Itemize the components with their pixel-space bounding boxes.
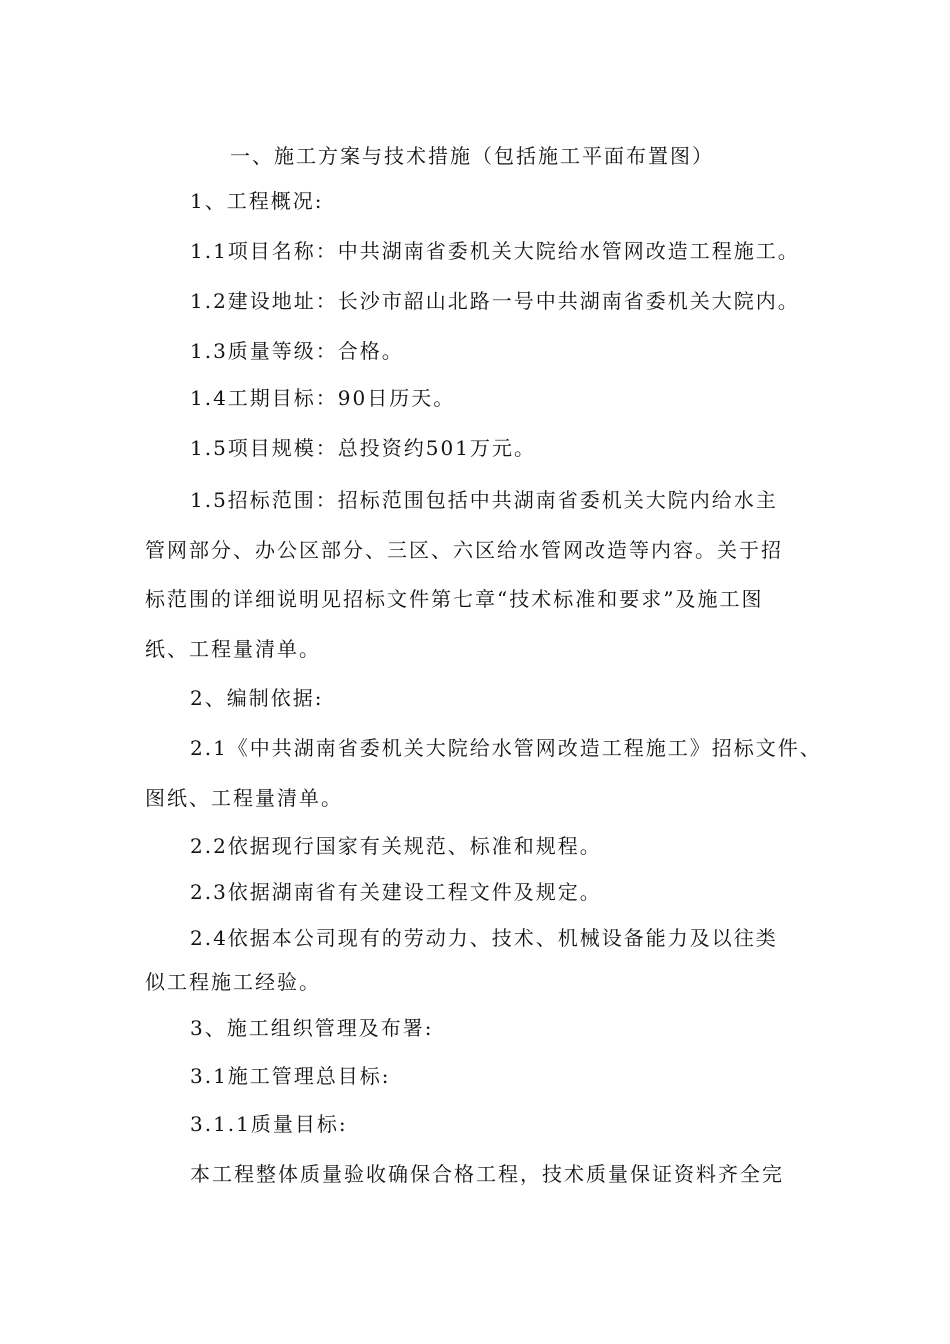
paragraph-line: 1.5招标范围：招标范围包括中共湖南省委机关大院内给水主 — [190, 488, 778, 512]
paragraph-line: 1.3质量等级：合格。 — [190, 339, 404, 363]
paragraph-line: 1.4工期目标：90日历天。 — [190, 386, 456, 410]
paragraph-line: 管网部分、办公区部分、三区、六区给水管网改造等内容。关于招 — [145, 538, 783, 562]
paragraph-line: 2、编制依据: — [190, 686, 324, 710]
paragraph-line: 纸、工程量清单。 — [145, 637, 321, 661]
paragraph-line: 图纸、工程量清单。 — [145, 786, 343, 810]
paragraph-line: 1.1项目名称：中共湖南省委机关大院给水管网改造工程施工。 — [190, 239, 800, 263]
paragraph-line: 2.2依据现行国家有关规范、标准和规程。 — [190, 834, 602, 858]
paragraph-line: 1.5项目规模：总投资约501万元。 — [190, 436, 536, 460]
paragraph-line: 3.1.1质量目标: — [190, 1112, 348, 1136]
paragraph-line: 本工程整体质量验收确保合格工程，技术质量保证资料齐全完 — [190, 1162, 784, 1186]
paragraph-line: 似工程施工经验。 — [145, 970, 321, 994]
paragraph-line: 标范围的详细说明见招标文件第七章“技术标准和要求”及施工图 — [145, 587, 764, 611]
section-heading: 一、施工方案与技术措施（包括施工平面布置图） — [230, 144, 714, 168]
paragraph-line: 1、工程概况: — [190, 189, 324, 213]
paragraph-line: 2.3依据湖南省有关建设工程文件及规定。 — [190, 880, 602, 904]
paragraph-line: 1.2建设地址：长沙市韶山北路一号中共湖南省委机关大院内。 — [190, 289, 800, 313]
paragraph-line: 2.1《中共湖南省委机关大院给水管网改造工程施工》招标文件、 — [190, 736, 822, 760]
paragraph-line: 3.1施工管理总目标: — [190, 1064, 391, 1088]
paragraph-line: 2.4依据本公司现有的劳动力、技术、机械设备能力及以往类 — [190, 926, 778, 950]
paragraph-line: 3、施工组织管理及布署: — [190, 1016, 434, 1040]
